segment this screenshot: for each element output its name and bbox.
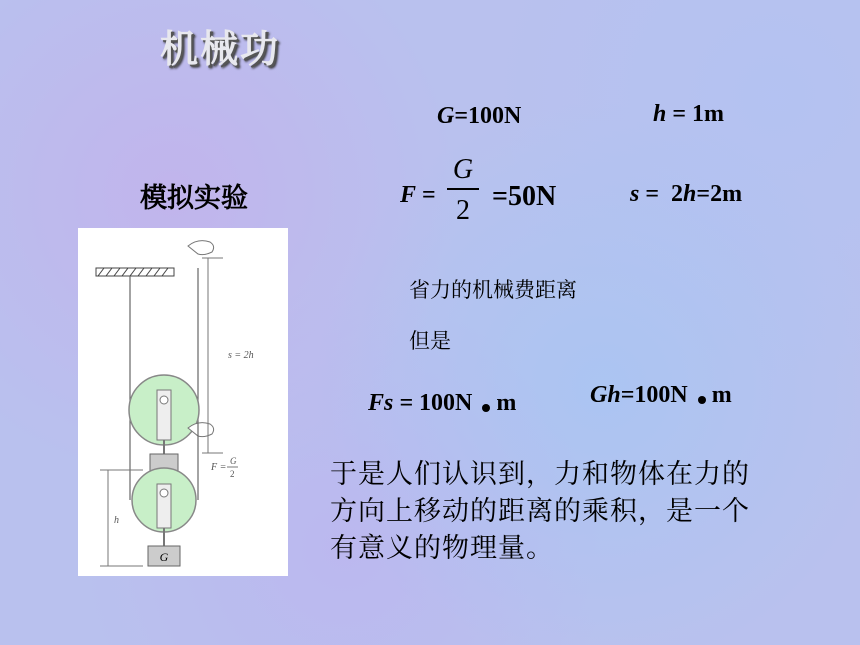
equation-gh-unit: m xyxy=(711,382,732,408)
conclusion-line: 方向上移动的距离的乘积，是一个 xyxy=(330,496,750,527)
equation-fs-left: Fs = xyxy=(368,390,414,416)
hand-icon xyxy=(188,241,214,255)
equation-fs-value: 100N xyxy=(419,390,473,416)
f-label: F = xyxy=(211,462,227,473)
equation-gh-left: Gh= xyxy=(590,382,635,408)
f-label-den: 2 xyxy=(230,469,235,479)
equation-h: h = 1m xyxy=(653,101,725,127)
equation-gh xyxy=(590,382,732,409)
s-label: s = 2h xyxy=(228,350,254,361)
load-label: G xyxy=(159,550,169,564)
f-label-num: G xyxy=(230,456,237,466)
equation-f-denominator: 2 xyxy=(456,195,470,226)
h-label: h xyxy=(114,515,119,526)
multiply-dot xyxy=(698,396,706,404)
note-save-force: 省力的机械费距离 xyxy=(409,278,577,302)
pulley-svg xyxy=(78,228,288,576)
equation-fs xyxy=(368,390,516,417)
pulley-diagram xyxy=(78,228,288,576)
equation-f-numerator: G xyxy=(452,154,474,185)
conclusion-line: 于是人们认识到，力和物体在力的 xyxy=(330,459,750,490)
experiment-label: 模拟实验 xyxy=(140,183,248,214)
slide-title: 机械功 xyxy=(160,27,281,71)
conclusion-line: 有意义的物理量。 xyxy=(330,533,554,564)
equation-g: G=100N xyxy=(437,103,522,129)
fraction-bar xyxy=(447,188,479,190)
equation-fs-unit: m xyxy=(496,390,517,416)
conclusion-text xyxy=(330,456,750,567)
equation-s: s = 2h=2m xyxy=(630,181,743,207)
equation-f-result: =50N xyxy=(492,181,557,212)
equation-f-left: F = xyxy=(400,182,436,208)
note-but: 但是 xyxy=(409,329,451,353)
equation-gh-value: 100N xyxy=(634,382,688,408)
multiply-dot xyxy=(482,404,490,412)
